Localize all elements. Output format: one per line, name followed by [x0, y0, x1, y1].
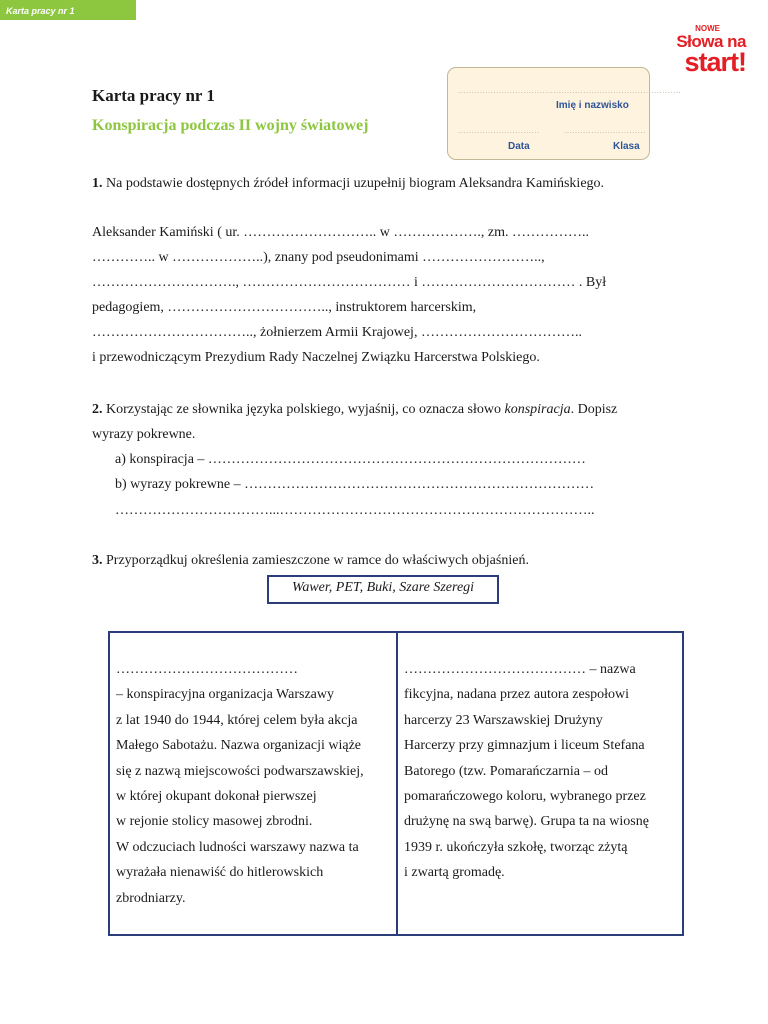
class-field-dots[interactable]: .............................. [564, 126, 646, 135]
student-info-box [447, 67, 682, 160]
definition-line: drużynę na swą barwę). Grupa ta na wiosnę [404, 814, 649, 830]
definition-line: fikcyjna, nadana przez autora zespołowi [404, 687, 630, 703]
header-tab: Karta pracy nr 1 [0, 0, 136, 20]
task3-prompt [92, 552, 529, 570]
task1-prompt [92, 175, 604, 193]
definition-line: się z nazwą miejscowości podwarszawskiej, [116, 763, 364, 779]
task2-answer-c[interactable]: ……………………………...………………………………………………………….. [115, 503, 595, 518]
definition-line: – konspiracyjna organizacja Warszawy [116, 687, 334, 703]
biography-line[interactable]: Aleksander Kamiński ( ur. ……………………….. w ………………., zm. …………….. [92, 225, 589, 240]
name-label: Imię i nazwisko [556, 100, 629, 111]
biography-line[interactable]: …………………………….., żołnierzem Armii Krajowej, …………………………….. [92, 325, 582, 340]
page-title: Karta pracy nr 1 [92, 86, 215, 105]
definition-line: wyrażała nienawiść do hitlerowskich [116, 865, 324, 881]
definition-line: W odczuciach ludności warszawy nazwa ta [116, 839, 359, 855]
definition-line: z lat 1940 do 1944, której celem była akcja [116, 712, 358, 728]
task2-prompt-line2: wyrazy pokrewne. [92, 427, 196, 442]
task2-prompt-text: Korzystając ze słownika języka polskiego, wyjaśnij, co oznacza słowo [102, 402, 505, 417]
logo-line-3: start! [684, 47, 746, 77]
definition-line: 1939 r. ukończyła szkołę, tworząc zżytą [404, 839, 628, 855]
term-frame [267, 575, 499, 604]
right-definition-cell [404, 657, 649, 886]
definition-line: Małego Sabotażu. Nazwa organizacji wiąże [116, 738, 362, 754]
answer-blank[interactable]: ………………………………… – nazwa [404, 662, 636, 677]
task2-answer-a[interactable]: a) konspiracja – ……………………………………………………………………… [115, 452, 586, 467]
task2-prompt-end: . Dopisz [570, 402, 618, 417]
definition-line: i zwartą gromadę. [404, 865, 505, 881]
biography-line[interactable]: …………………………., ……………………………… i …………………………… . Był [92, 275, 607, 290]
task2-answer-b[interactable]: b) wyrazy pokrewne – ………………………………………………………………… [115, 477, 595, 492]
definition-line: pomarańczowego koloru, wybranego przez [404, 789, 646, 805]
definition-line: Harcerzy przy gimnazjum i liceum Stefana [404, 738, 645, 754]
task1-prompt-text: Na podstawie dostępnych źródeł informacji uzupełnij biogram Aleksandra Kamińskiego. [102, 176, 605, 191]
biography-line[interactable]: pedagogiem, …………………………….., instruktorem harcerskim, [92, 300, 477, 315]
date-field-dots[interactable]: .............................. [458, 126, 540, 135]
definition-line: harcerzy 23 Warszawskiej Drużyny [404, 712, 603, 728]
publisher-logo [664, 24, 746, 77]
definition-line: w której okupant dokonał pierwszej [116, 789, 317, 805]
task2-keyword: konspiracja [504, 402, 571, 417]
definition-line: Batorego (tzw. Pomarańczarnia – od [404, 763, 608, 779]
logo-line-2: Słowa na [676, 32, 746, 51]
class-label: Klasa [613, 141, 640, 152]
biography-line: i przewodniczącym Prezydium Rady Naczelnej Związku Harcerstwa Polskiego. [92, 350, 540, 365]
page-subtitle: Konspiracja podczas II wojny światowej [92, 117, 369, 134]
task1-number: 1. [92, 176, 103, 191]
answer-blank[interactable]: ………………………………… [116, 662, 298, 677]
task3-number: 3. [92, 553, 103, 568]
matching-table [108, 631, 684, 936]
task3-prompt-text: Przyporządkuj określenia zamieszczone w ramce do właściwych objaśnień. [102, 553, 529, 568]
left-definition-cell [116, 657, 364, 911]
date-label: Data [508, 141, 530, 152]
name-field-dots[interactable]: .................................................................................. [458, 86, 682, 95]
table-divider [396, 633, 398, 934]
task2-prompt [92, 401, 617, 419]
task2-number: 2. [92, 402, 103, 417]
definition-line: zbrodniarzy. [116, 890, 186, 906]
logo-line-1: NOWE [695, 24, 720, 33]
term-list: Wawer, PET, Buki, Szare Szeregi [291, 580, 475, 595]
definition-line: w rejonie stolicy masowej zbrodni. [116, 814, 313, 830]
biography-line[interactable]: ………….. w ………………..), znany pod pseudonimami …………………….., [92, 250, 545, 265]
